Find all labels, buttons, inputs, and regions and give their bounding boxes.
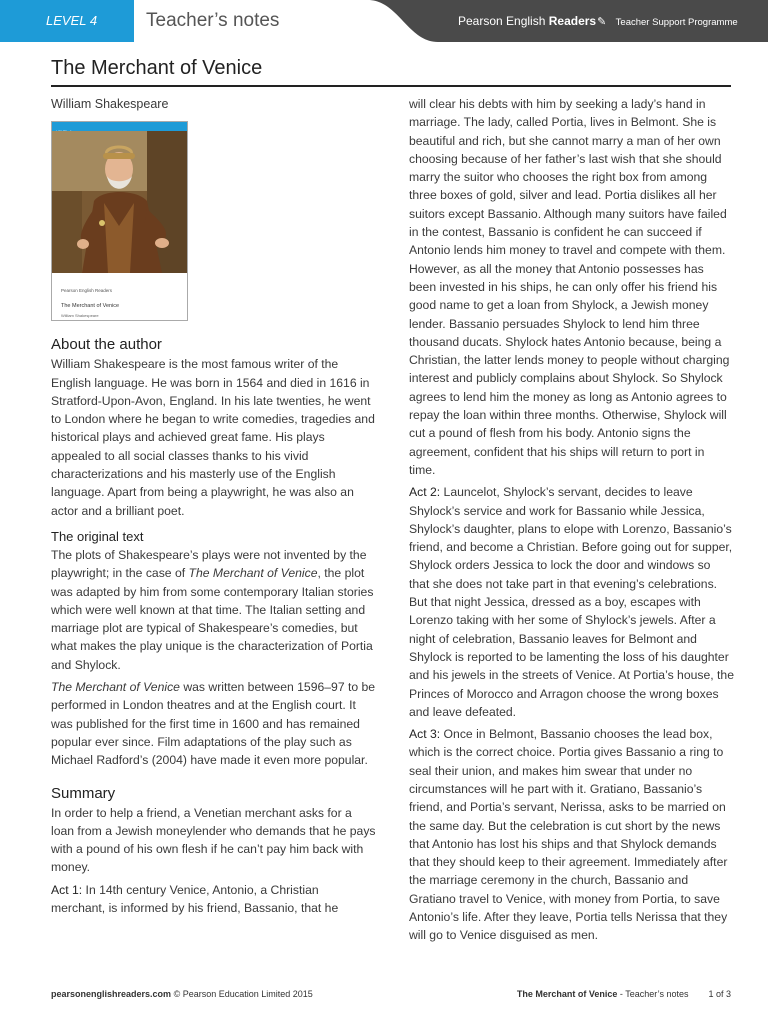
text-run: , the plot was adapted by him from some contemporary Italian stories which were well known at that time. The Italian setting and marriage plot are typical of Shakespeare’s comedies, but what makes the play unique is the characterization of Portia and Shylock.	[51, 566, 374, 672]
website-link[interactable]: pearsonenglishreaders.com	[51, 989, 172, 999]
act1-paragraph-start	[51, 881, 376, 918]
text-run: The plots of Shakespeare’s plays were not invented by the playwright; in the case of	[51, 547, 367, 581]
cover-author: William Shakespeare	[61, 313, 99, 319]
book-title-italic: The Merchant of Venice	[188, 566, 318, 581]
right-column	[409, 95, 734, 949]
pen-icon: ✎	[597, 16, 607, 28]
brand-readers: Readers	[548, 14, 597, 28]
act3-label: Act 3:	[409, 727, 441, 742]
act1-paragraph-continued: will clear his debts with him by seeking a lady’s hand in marriage. The lady, called Portia, lives in Belmont. She is beautiful and rich, but she cannot marry a man of her own choosing because of her father’s last wish that she should marry the suitor who chooses the right box from among three boxes of gold, silver and lead. Portia dislikes all her suitors except Bassanio. Although many suitors have failed in the contest, Bassanio is confident he can succeed if Antonio lends him money to travel and compete with them. However, as all the money that Antonio possesses has been invested in his ships, he can only offer his friend his good name to get a loan from Shylock, a Jewish money lender. Bassanio persuades Shylock to lend him three thousand ducats. Shylock hates Antonio because, being a Christian, the latter lends money to people without charging interest and publicly complains about Shylock. So Shylock agrees to lend him the money as long as Antonio agrees to repay the loan within three months. Otherwise, Shylock will cut a pound of flesh from his body. Antonio signs the agreement, confident that his ships will return to port in time.	[409, 97, 730, 477]
left-column	[51, 95, 376, 921]
act2-paragraph	[409, 483, 734, 721]
summary-intro: In order to help a friend, a Venetian merchant asks for a loan from a Jewish moneylender who demands that he pays with a pound of his own flesh if he can’t pay him back with money.	[51, 805, 376, 875]
cover-level-band	[52, 122, 187, 131]
text-run: Launcelot, Shylock’s servant, decides to leave Shylock’s service and work for Bassanio while Jessica, Shylock’s daughter, plans to elope with Lorenzo, Bassanio’s friend, and become a Christian. Before going out for supper, Shylock orders Jessica to lock the door and windows so that she does not take part in that evening’s celebrations. But that night Jessica, dressed as a boy, escapes with Lorenzo taking with her some of Shylock’s jewels. After a night of celebration, Bassanio leaves for Belmont and Shylock is reported to be lamenting the loss of his daughter and his jewels in the streets of Venice. At Portia’s house, the Princes of Morocco and Arragon choose the wrong boxes and leave defeated.	[409, 485, 734, 719]
brand-name: Pearson English	[458, 14, 546, 28]
text-run: Once in Belmont, Bassanio chooses the lead box, which is the correct choice. Portia gives Bassanio a ring to seal their union, and makes him swear that under no circumstances will he part with it. Gratiano, Bassanio’s friend, and Portia’s servant, Nerissa, asks to be married on the same day. But the celebration is cut short by the news that Antonio has lost his ships and that Shylock demands that they should keep to their agreement. Immediately after the marriage ceremony in the church, Bassanio and Gratiano travel to Venice, with money from Portia, to save Antonio’s life. After they leave, Portia tells Nerissa that they will go to Venice disguised as men.	[409, 727, 728, 943]
level-badge	[0, 0, 134, 42]
summary-heading: Summary	[51, 784, 116, 802]
original-text-heading: The original text	[51, 528, 144, 544]
act3-paragraph	[409, 725, 734, 945]
book-cover	[51, 121, 188, 321]
cover-title: The Merchant of Venice	[61, 303, 120, 310]
cover-illustration	[52, 131, 187, 273]
footer-doc-type: - Teacher’s notes	[617, 989, 689, 999]
copyright: © Pearson Education Limited 2015	[173, 989, 313, 999]
about-text: William Shakespeare is the most famous writer of the English language. He was born in 1564 and died in 1616 in Stratford-Upon-Avon, England. In his late twenties, he went to London where he began to write comedies, tragedies and historical plays and achieved great fame. His plays appealed to all social classes thanks to his vivid characterizations and his masterly use of the English language. Apart from being a playwright, he was also an actor and a brilliant poet.	[51, 357, 375, 518]
page-header	[0, 0, 768, 42]
pearson-brand	[458, 0, 738, 42]
level-label: LEVEL 4	[46, 13, 98, 28]
text-run: In 14th century Venice, Antonio, a Christian merchant, is informed by his friend, Bassanio, that he	[51, 882, 339, 916]
book-title-italic: The Merchant of Venice	[51, 680, 180, 695]
page-title: The Merchant of Venice	[51, 57, 263, 79]
author-name: William Shakespeare	[51, 97, 169, 111]
act1-label: Act 1:	[51, 882, 83, 897]
section-title: Teacher’s notes	[146, 10, 280, 31]
page-number: 1 of 3	[708, 989, 731, 999]
act2-label: Act 2:	[409, 485, 441, 500]
about-heading: About the author	[51, 336, 162, 354]
original-text-paragraph-2	[51, 678, 376, 769]
footer-left	[51, 989, 313, 999]
footer-book-title: The Merchant of Venice	[516, 989, 618, 999]
footer-right	[517, 989, 731, 999]
page-footer	[51, 989, 731, 1003]
text-run: was written between 1596–97 to be performed in London theatres and at the English court. It was published for the first time in 1600 and has remained popular ever since. Film adaptations of the play such as Michael Radford’s (2004) have made it even more popular.	[51, 680, 376, 768]
cover-brand: Pearson English Readers	[61, 288, 113, 294]
title-divider	[51, 85, 731, 87]
original-text-paragraph-1	[51, 546, 376, 674]
programme-label: Teacher Support Programme	[615, 17, 738, 28]
